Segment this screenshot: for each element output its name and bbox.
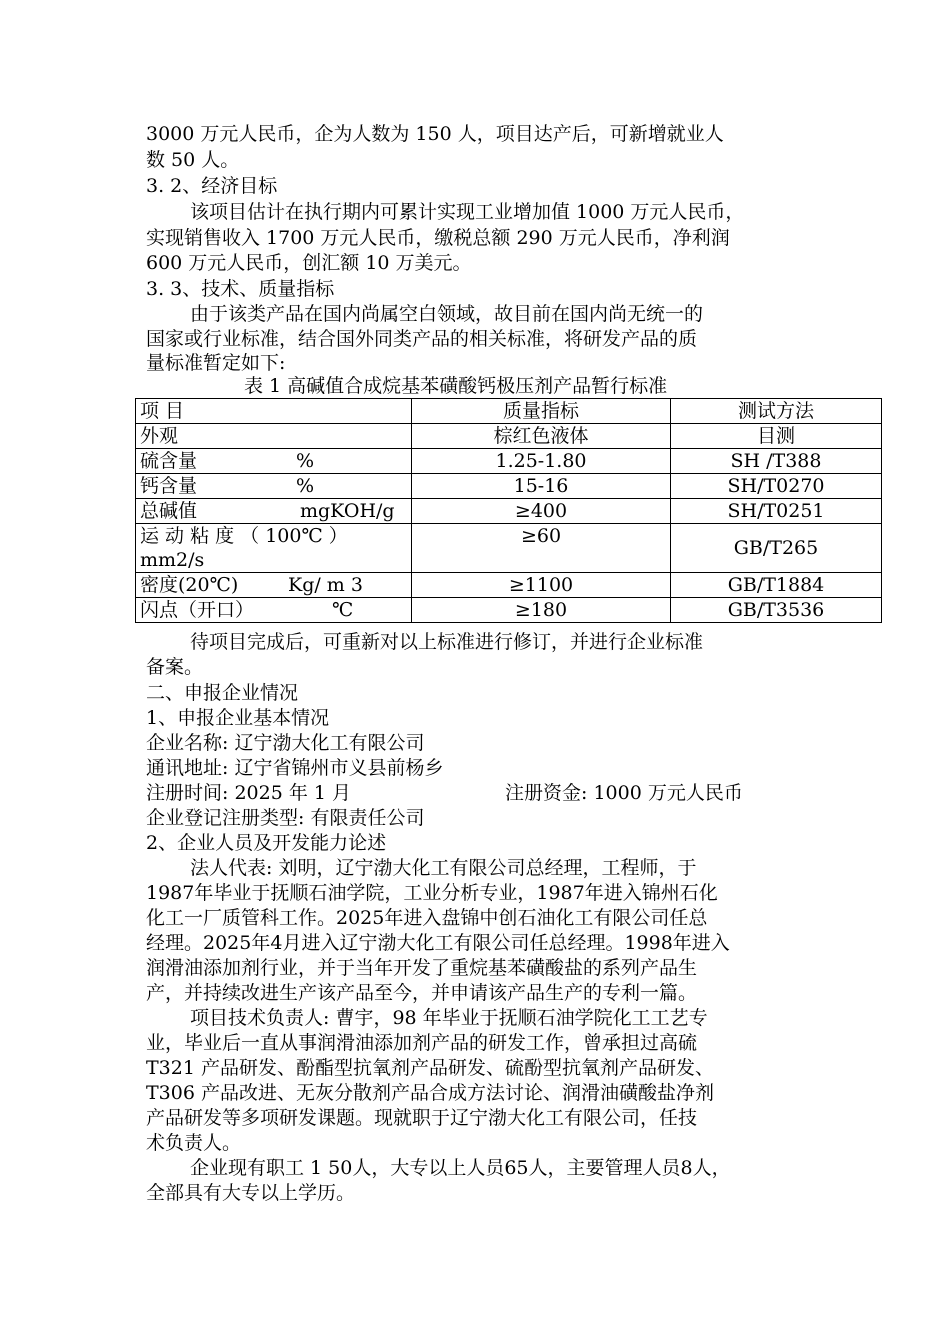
paragraph-line: T321 产品研发、酚酯型抗氧剂产品研发、硫酚型抗氧剂产品研发、	[146, 1057, 714, 1079]
paragraph-line: 量标准暂定如下:	[146, 352, 286, 374]
paragraph-line: 该项目估计在执行期内可累计实现工业增加值 1000 万元人民币，	[190, 201, 745, 223]
registration-date: 注册时间: 2025 年 1 月	[146, 782, 352, 804]
company-type: 企业登记注册类型: 有限责任公司	[146, 807, 425, 829]
paragraph-line: 企业现有职工 1 50人，大专以上人员65人，主要管理人员8人，	[190, 1157, 731, 1179]
paragraph-line: 3000 万元人民币，企为人数为 150 人，项目达产后，可新增就业人	[146, 123, 724, 145]
paragraph-line: 实现销售收入 1700 万元人民币，缴税总额 290 万元人民币，净利润	[146, 227, 730, 249]
section-heading: 3. 2、经济目标	[146, 175, 278, 197]
item-name: 硫含量	[140, 450, 198, 472]
standards-table	[135, 398, 882, 623]
value-cell: 棕红色液体	[412, 424, 671, 449]
method-cell: 目测	[671, 424, 882, 449]
value-cell: 1.25-1.80	[412, 449, 671, 474]
table-row	[136, 573, 882, 598]
table-row	[136, 598, 882, 623]
registered-capital: 注册资金: 1000 万元人民币	[505, 782, 743, 804]
item-cell	[136, 573, 412, 598]
value-cell: ≥180	[412, 598, 671, 623]
method-cell: GB/T3536	[671, 598, 882, 623]
item-cell	[136, 524, 412, 573]
header-method: 测试方法	[671, 399, 882, 424]
item-cell	[136, 598, 412, 623]
item-cell	[136, 424, 412, 449]
item-unit: mgKOH/g	[300, 500, 395, 522]
paragraph-line: 润滑油添加剂行业，并于当年开发了重烷基苯磺酸盐的系列产品生	[146, 957, 698, 979]
value-cell: 15-16	[412, 474, 671, 499]
paragraph-line: 1987年毕业于抚顺石油学院，工业分析专业，1987年进入锦州石化	[146, 882, 718, 904]
table-row	[136, 499, 882, 524]
paragraph-line: T306 产品改进、无灰分散剂产品合成方法讨论、润滑油磺酸盐净剂	[146, 1082, 714, 1104]
registration-row	[146, 781, 826, 806]
item-unit: ℃	[332, 599, 354, 621]
paragraph-line: 化工一厂质管科工作。2025年进入盘锦中创石油化工有限公司任总	[146, 907, 708, 929]
paragraph-line: 项目技术负责人: 曹宇，98 年毕业于抚顺石油学院化工工艺专	[190, 1007, 708, 1029]
item-name: 密度(20℃)	[140, 574, 239, 596]
paragraph-line: 待项目完成后，可重新对以上标准进行修订，并进行企业标准	[190, 631, 704, 653]
item-unit: %	[296, 475, 315, 497]
item-cell	[136, 499, 412, 524]
table-row	[136, 524, 882, 573]
paragraph-line: 法人代表: 刘明，辽宁渤大化工有限公司总经理，工程师，于	[190, 857, 697, 879]
company-name: 企业名称: 辽宁渤大化工有限公司	[146, 732, 425, 754]
table-row	[136, 449, 882, 474]
paragraph-line: 全部具有大专以上学历。	[146, 1182, 356, 1204]
table-header-row	[136, 399, 882, 424]
section-heading: 2、企业人员及开发能力论述	[146, 832, 387, 854]
header-item: 项 目	[136, 399, 412, 424]
section-heading: 二、申报企业情况	[146, 682, 299, 704]
paragraph-line: 国家或行业标准，结合国外同类产品的相关标准，将研发产品的质	[146, 328, 698, 350]
method-cell: GB/T265	[671, 524, 882, 573]
item-name: 运 动 粘 度 （ 100℃ ）	[140, 525, 348, 547]
method-cell: GB/T1884	[671, 573, 882, 598]
paragraph-line: 备案。	[146, 656, 204, 678]
paragraph-line: 经理。2025年4月进入辽宁渤大化工有限公司任总经理。1998年进入	[146, 932, 730, 954]
value-cell: ≥400	[412, 499, 671, 524]
table-caption: 表 1 高碱值合成烷基苯磺酸钙极压剂产品暂行标准	[244, 375, 668, 397]
table-row	[136, 424, 882, 449]
method-cell: SH /T388	[671, 449, 882, 474]
item-name: 闪点（开口）	[140, 599, 255, 621]
item-unit: mm2/s	[140, 549, 205, 571]
item-name: 总碱值	[140, 500, 198, 522]
method-cell: SH/T0270	[671, 474, 882, 499]
paragraph-line: 产品研发等多项研发课题。现就职于辽宁渤大化工有限公司，任技	[146, 1107, 698, 1129]
value-cell: ≥60	[412, 524, 671, 573]
paragraph-line: 产，并持续改进生产该产品至今，并申请该产品生产的专利一篇。	[146, 982, 698, 1004]
value-cell: ≥1100	[412, 573, 671, 598]
table-row	[136, 474, 882, 499]
paragraph-line: 术负责人。	[146, 1132, 242, 1154]
item-name: 外观	[140, 425, 179, 447]
paragraph-line: 由于该类产品在国内尚属空白领域，故目前在国内尚无统一的	[190, 303, 704, 325]
item-unit: Kg/ m 3	[288, 574, 363, 596]
header-quality: 质量指标	[412, 399, 671, 424]
section-heading: 1、申报企业基本情况	[146, 707, 330, 729]
item-cell	[136, 449, 412, 474]
item-cell	[136, 474, 412, 499]
item-unit: %	[296, 450, 315, 472]
company-address: 通讯地址: 辽宁省锦州市义县前杨乡	[146, 757, 444, 779]
method-cell: SH/T0251	[671, 499, 882, 524]
paragraph-line: 600 万元人民币，创汇额 10 万美元。	[146, 252, 472, 274]
section-heading: 3. 3、技术、质量指标	[146, 278, 335, 300]
paragraph-line: 业，毕业后一直从事润滑油添加剂产品的研发工作，曾承担过高硫	[146, 1032, 698, 1054]
paragraph-line: 数 50 人。	[146, 149, 240, 171]
item-name: 钙含量	[140, 475, 198, 497]
